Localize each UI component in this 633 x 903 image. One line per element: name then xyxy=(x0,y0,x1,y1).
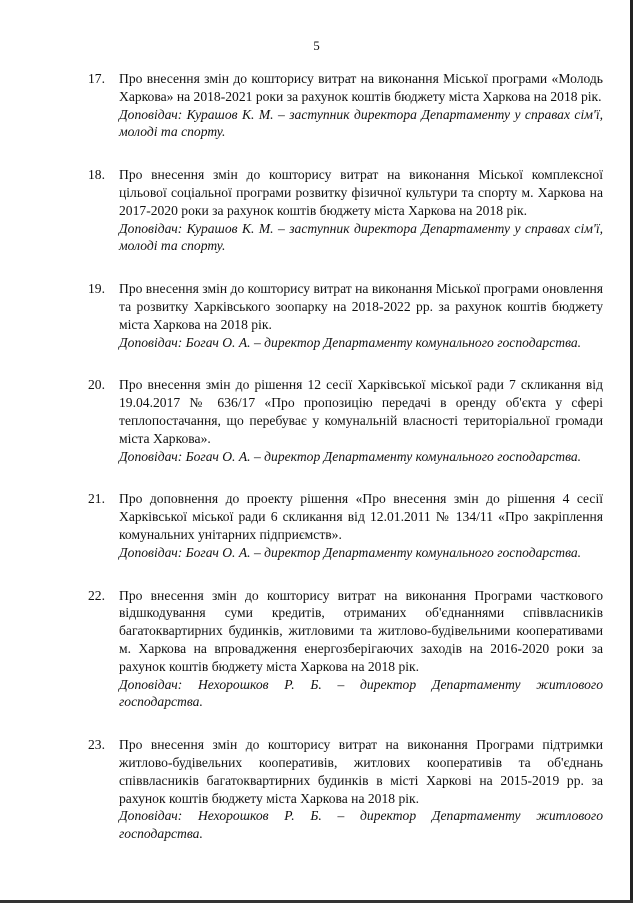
item-text: Про внесення змін до рішення 12 сесії Харківської міської ради 7 скликання від 19.04.2017 № 636/17 «Про пропозицію передачі в оренду об'єкта у сфері теплопостачання, що перебуває у комунальній власності територіальної громади міста Харкова». xyxy=(119,377,603,446)
item-number: 19. xyxy=(88,281,105,297)
agenda-item-22 xyxy=(0,587,633,712)
agenda-item-23 xyxy=(0,736,633,843)
item-number: 21. xyxy=(88,491,105,507)
page-number: 5 xyxy=(313,38,320,53)
item-speaker: Доповідач: Нехорошков Р. Б. – директор Департаменту житлового господарства. xyxy=(119,676,603,710)
item-text: Про внесення змін до кошторису витрат на виконання Програми підтримки житлово-будівельних кооперативів, житлових кооперативів та об'єднань співвласників багатоквартирних будинків в місті Харкові на 2015-2019 рр. за рахунок коштів бюджету міста Харкова на 2018 рік. xyxy=(119,737,603,806)
item-speaker: Доповідач: Богач О. А. – директор Департаменту комунального господарства. xyxy=(119,544,582,560)
agenda-item-18 xyxy=(0,166,633,255)
item-text: Про внесення змін до кошторису витрат на виконання Програми часткового відшкодування суми кредитів, отриманих об'єднаннями співвласників багатоквартирних будинків, житловими та житлово-будівельними кооперативами м. Харкова на впровадження енергозберігаючих заходів на 2016-2020 роки за рахунок коштів бюджету міста Харкова на 2018 рік. xyxy=(119,587,603,674)
item-number: 22. xyxy=(88,587,105,603)
item-speaker: Доповідач: Богач О. А. – директор Департаменту комунального господарства. xyxy=(119,448,582,464)
item-text: Про внесення змін до кошторису витрат на виконання Міської програми оновлення та розвитку Харківського зоопарку на 2018-2022 рр. за рахунок коштів бюджету міста Харкова на 2018 рік. xyxy=(119,281,604,332)
item-number: 23. xyxy=(88,737,105,753)
item-text: Про внесення змін до кошторису витрат на виконання Міської програми «Молодь Харкова» на 2018-2021 роки за рахунок коштів бюджету міста Харкова на 2018 рік. xyxy=(119,71,603,104)
item-speaker: Доповідач: Курашов К. М. – заступник директора Департаменту у справах сім'ї, молоді та спорту. xyxy=(119,220,603,254)
agenda-item-19 xyxy=(0,280,633,351)
item-speaker: Доповідач: Богач О. А. – директор Департаменту комунального господарства. xyxy=(119,334,582,350)
agenda-item-20 xyxy=(0,376,633,465)
agenda-item-21 xyxy=(0,490,633,561)
agenda-item-17 xyxy=(0,70,633,141)
item-number: 20. xyxy=(88,377,105,393)
item-text: Про доповнення до проекту рішення «Про внесення змін до рішення 4 сесії Харківської міської ради 6 скликання від 12.01.2011 № 134/11 «Про закріплення комунальних унітарних підприємств». xyxy=(119,491,603,542)
item-text: Про внесення змін до кошторису витрат на виконання Міської комплексної цільової соціальної програми розвитку фізичної культури та спорту м. Харкова на 2017-2020 роки за рахунок коштів бюджету міста Харкова на 2018 рік. xyxy=(119,167,603,218)
item-number: 18. xyxy=(88,167,105,183)
agenda-list xyxy=(0,70,633,868)
item-number: 17. xyxy=(88,71,105,86)
item-speaker: Доповідач: Курашов К. М. – заступник директора Департаменту у справах сім'ї, молоді та спорту. xyxy=(119,106,603,140)
item-speaker: Доповідач: Нехорошков Р. Б. – директор Департаменту житлового господарства. xyxy=(119,808,603,842)
